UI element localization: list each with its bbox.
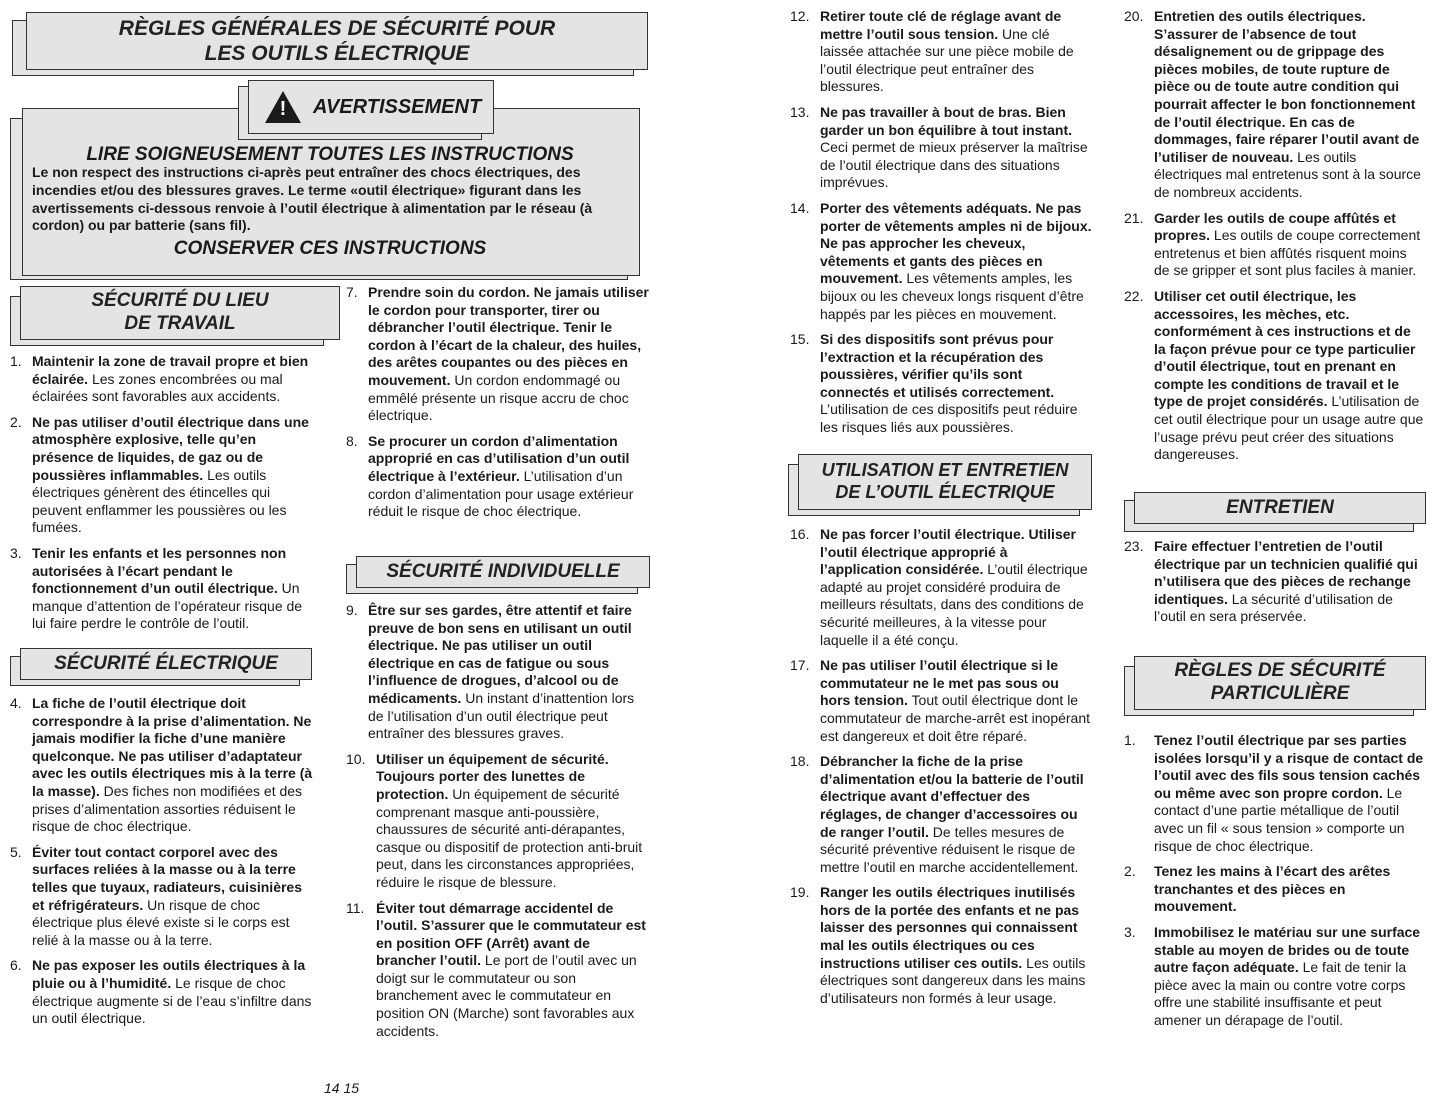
warning-block [10, 80, 640, 282]
item-number: 17. [790, 657, 810, 674]
item-bold-text: Utiliser cet outil électrique, les accessoires, les mèches, etc. conformément à ces instructions et de la façon prévue pour ce type particulier d’outil électrique, tout en prenant en compte les conditions de travail et le type de projet considérés. [1154, 287, 1416, 410]
list-item [346, 433, 650, 521]
item-number: 15. [790, 331, 810, 348]
item-bold-text: Ne pas utiliser l’outil électrique si le commutateur ne le met pas sous ou hors tension. [820, 657, 1059, 709]
column-4b [1124, 538, 1426, 634]
section-utilisation-line2: DE L’OUTIL ÉLECTRIQUE [835, 482, 1055, 502]
item-bold-text: Tenez les mains à l’écart des arêtes tranchantes et des pièces en mouvement. [1154, 863, 1391, 915]
main-header [12, 12, 650, 78]
item-number: 3. [10, 544, 22, 561]
item-text: Les outils électriques génèrent des étincelles qui peuvent enflammer les poussières ou les fumées. [32, 466, 287, 536]
page-numbers: 14 15 [324, 1080, 360, 1096]
list-item [790, 104, 1092, 192]
item-text: Un risque de choc électrique plus élevé existe si le corps est relié à la masse ou à la terre. [32, 896, 290, 948]
item-number: 20. [1124, 8, 1144, 24]
column-2b [346, 602, 650, 1048]
item-text: L’outil électrique adapté au projet considéré produira de meilleurs résultats, dans des conditions de sécurité meilleures, à la vitesse pour laquelle il a été conçu. [820, 561, 1088, 648]
section-electrique-title: SÉCURITÉ ÉLECTRIQUE [54, 652, 278, 674]
column-3b [790, 526, 1092, 1015]
list-item [10, 353, 316, 406]
item-text: Ceci permet de mieux préserver la maîtrise de l’outil électrique dans des situations imprévues. [820, 139, 1088, 191]
section-particuliere-line2: PARTICULIÈRE [1210, 683, 1350, 704]
section-particuliere-line1: RÈGLES DE SÉCURITÉ [1174, 660, 1386, 682]
item-number: 18. [790, 753, 810, 770]
item-bold-text: Ne pas travailler à bout de bras. Bien garder un bon équilibre à tout instant. [820, 103, 1073, 138]
item-text: Le risque de choc électrique augmente si de l’eau s’infiltre dans un outil électrique. [32, 974, 312, 1027]
warning-body: Le non respect des instructions ci-après peut entraîner des chocs électriques, des incendies et/ou des blessures graves. Le terme «outil électrique» figurant dans les avertissements ci-dessous renvoie à l’outil électrique à alimentation par le réseau (à cordon) ou par batterie (sans fil). [32, 164, 593, 234]
list-item [1124, 538, 1426, 626]
item-bold-text: Ranger les outils électriques inutilisés hors de la portée des enfants et ne pas laisser des personnes qui connaissent mal les outils électriques ou ces instructions utiliser ces outils. [820, 884, 1080, 971]
item-text: Les vêtements amples, les bijoux ou les cheveux longs risquent d’être happés par les pièces en mouvement. [820, 270, 1084, 322]
item-number: 16. [790, 526, 810, 542]
list-item [1124, 288, 1426, 464]
list-item [790, 884, 1092, 1007]
list-item [1124, 210, 1426, 280]
section-header-lieu [10, 286, 340, 348]
list-item [790, 331, 1092, 437]
item-text: L’utilisation de ces dispositifs peut réduire les risques liés aux poussières. [820, 401, 1078, 436]
item-bold-text: Éviter tout contact corporel avec des surfaces reliées à la masse ou à la terre telles que tuyaux, radiateurs, cuisinières et réfrigérateurs. [32, 843, 302, 913]
item-text: De telles mesures de sécurité préventive réduisent le risque de mettre l’outil en marche accidentellement. [820, 823, 1079, 875]
item-text: L’utilisation d’un cordon d’alimentation pour usage extérieur réduit le risque de choc électrique. [368, 467, 634, 520]
item-number: 5. [10, 843, 22, 860]
list-item [790, 8, 1092, 96]
list-item [790, 200, 1092, 323]
item-text: Un cordon endommagé ou emmêlé présente un risque accru de choc électrique. [368, 371, 629, 424]
item-text: Les outils électriques mal entretenus sont à la source de nombreux accidents. [1154, 148, 1421, 200]
item-text: Un instant d’inattention lors de l’utilisation d’un outil électrique peut entraîner des blessures graves. [368, 689, 635, 742]
item-number: 8. [346, 432, 358, 449]
list-item [790, 753, 1092, 876]
item-bold-text: Ne pas exposer les outils électriques à la pluie ou à l’humidité. [32, 957, 306, 991]
list-item [10, 695, 314, 836]
list-item [10, 957, 314, 1027]
column-4c [1124, 732, 1426, 1038]
item-number: 3. [1124, 923, 1136, 940]
section-header-electrique [10, 648, 314, 688]
item-number: 6. [10, 957, 22, 974]
item-text: Le port de l’outil avec un doigt sur le commutateur ou son branchement avec le commutateur en position ON (Marche) sont favorables aux accidents. [376, 952, 637, 1039]
column-1a [10, 353, 316, 641]
list-item [1124, 863, 1426, 916]
item-bold-text: Être sur ses gardes, être attentif et faire preuve de bon sens en utilisant un outil électrique. Ne pas utiliser un outil électrique en cas de fatigue ou sous l’influence de drogues, d’alcool ou de médicaments. [368, 602, 632, 706]
item-bold-text: Débrancher la fiche de la prise d’alimentation et/ou la batterie de l’outil électrique avant d’effectuer des réglages, de changer d’accessoires ou de ranger l’outil. [820, 753, 1084, 840]
item-number: 21. [1124, 209, 1144, 226]
section-header-particuliere [1124, 656, 1428, 718]
list-item [346, 602, 650, 743]
list-item [346, 900, 650, 1041]
item-bold-text: Si des dispositifs sont prévus pour l’extraction et la récupération des poussières, vérifier qu’ils sont connectés et utilisés correctement. [820, 331, 1055, 400]
item-bold-text: Prendre soin du cordon. Ne jamais utiliser le cordon pour transporter, tirer ou débrancher l’outil électrique. Tenir le cordon à l’écart de la chaleur, des huiles, des arêtes coupantes ou des pièces en mouvement. [368, 284, 649, 388]
list-item [10, 844, 314, 950]
main-header-line1: RÈGLES GÉNÉRALES DE SÉCURITÉ POUR [118, 16, 556, 40]
warning-triangle-icon: ! [265, 91, 301, 123]
item-bold-text: Retirer toute clé de réglage avant de mettre l’outil sous tension. [820, 8, 1062, 42]
item-bold-text: La fiche de l’outil électrique doit correspondre à la prise d’alimentation. Ne jamais modifier la fiche d’une manière quelconque. Ne pas utiliser d’adaptateur avec les outils électriques mis à la terre (à la masse). [32, 695, 313, 799]
section-utilisation-line1: UTILISATION ET ENTRETIEN [821, 460, 1069, 481]
item-number: 11. [346, 899, 365, 916]
item-text: Les outils de coupe correctement entretenus et bien affûtés risquent moins de se gripper et sont plus faciles à manier. [1154, 227, 1421, 279]
warning-tab [248, 80, 494, 134]
item-number: 2. [10, 413, 22, 430]
section-lieu-line1: SÉCURITÉ DU LIEU [91, 290, 269, 312]
item-number: 4. [10, 695, 22, 711]
item-number: 7. [346, 284, 358, 300]
item-text: Le fait de tenir la pièce avec la main ou contre votre corps offre une stabilité insuffisante et peut amener un dérapage de l’outil. [1154, 959, 1407, 1028]
item-text: Des fiches non modifiées et des prises d’alimentation assorties réduisent le risque de choc électrique. [32, 782, 303, 835]
section-header-individuelle [346, 556, 652, 596]
list-item [1124, 732, 1426, 855]
item-bold-text: Ne pas forcer l’outil électrique. Utiliser l’outil électrique approprié à l’application considérée. [820, 526, 1076, 578]
main-header-line2: LES OUTILS ÉLECTRIQUE [204, 42, 470, 65]
item-bold-text: Tenez l’outil électrique par ses parties isolées lorsqu’il y a risque de contact de l’outil avec des fils sous tension cachés ou même avec son propre cordon. [1154, 732, 1424, 801]
item-bold-text: Faire effectuer l’entretien de l’outil électrique par un technicien qualifié qui n’utilisera que des pièces de rechange identiques. [1154, 538, 1418, 607]
list-item [1124, 924, 1426, 1030]
column-2a [346, 284, 650, 529]
item-bold-text: Se procurer un cordon d’alimentation approprié en cas d’utilisation d’un outil électrique à l’extérieur. [368, 432, 630, 484]
item-number: 14. [790, 199, 810, 216]
list-item [10, 545, 316, 633]
list-item [790, 657, 1092, 745]
item-number: 12. [790, 8, 810, 24]
item-number: 19. [790, 884, 810, 901]
item-bold-text: Porter des vêtements adéquats. Ne pas porter de vêtements amples ni de bijoux. Ne pas approcher les cheveux, vêtements et gants des pièces en mouvement. [820, 199, 1092, 287]
item-number: 2. [1124, 863, 1136, 880]
item-text: Une clé laissée attachée sur une pièce mobile de l’outil électrique peut entraîner des blessures. [820, 25, 1074, 95]
item-number: 10. [346, 750, 366, 767]
section-header-utilisation [788, 454, 1094, 518]
item-number: 23. [1124, 538, 1144, 554]
item-text: Les zones encombrées ou mal éclairées sont favorables aux accidents. [32, 370, 283, 405]
item-bold-text: Entretien des outils électriques. S’assurer de l’absence de tout désalignement ou de grippage des pièces mobiles, de toute rupture de pièce ou de toute autre condition qui pourrait affecter le bon fonctionnement de l’outil électrique. En cas de dommages, faire réparer l’outil avant de l’utiliser de nouveau. [1154, 8, 1420, 165]
section-lieu-line2: DE TRAVAIL [124, 313, 236, 334]
column-1b [10, 695, 314, 1036]
warning-tab-label: AVERTISSEMENT [313, 95, 482, 118]
item-text: Le contact d’une partie métallique de l’outil avec un fil « sous tension » comporte un risque de choc électrique. [1154, 784, 1405, 854]
item-bold-text: Maintenir la zone de travail propre et bien éclairée. [32, 353, 309, 387]
read-instructions-heading: LIRE SOIGNEUSEMENT TOUTES LES INSTRUCTIONS [86, 144, 574, 165]
item-bold-text: Garder les outils de coupe affûtés et propres. [1154, 209, 1396, 244]
section-individuelle-title: SÉCURITÉ INDIVIDUELLE [386, 560, 620, 582]
item-text: La sécurité d’utilisation de l’outil en sera préservée. [1154, 590, 1393, 625]
item-bold-text: Ne pas utiliser d’outil électrique dans une atmosphère explosive, telle qu’en présence de liquides, de gaz ou de poussières inflammables. [32, 413, 309, 483]
list-item [10, 414, 316, 537]
item-number: 9. [346, 602, 358, 618]
item-bold-text: Utiliser un équipement de sécurité. Toujours porter des lunettes de protection. [376, 750, 609, 802]
item-text: Les outils électriques sont dangereux dans les mains d’utilisateurs non formés à leur usage. [820, 954, 1086, 1006]
item-text: L’utilisation de cet outil électrique pour un usage autre que l’usage prévu peut créer des situations dangereuses. [1154, 393, 1424, 463]
item-number: 1. [1124, 732, 1136, 748]
section-header-entretien [1124, 492, 1428, 534]
item-bold-text: Tenir les enfants et les personnes non autorisées à l’écart pendant le fonctionnement d’un outil électrique. [32, 544, 287, 597]
item-bold-text: Immobilisez le matériau sur une surface stable au moyen de brides ou de toute autre façon adéquate. [1154, 923, 1421, 976]
item-text: Un équipement de sécurité comprenant masque anti-poussière, chaussures de sécurité anti-dérapantes, casque ou dispositif de protection anti-bruit peut, dans les circonstances appropriées, réduire le risque de blessure. [376, 785, 643, 890]
list-item [346, 284, 650, 425]
column-3a [790, 8, 1092, 445]
list-item [1124, 8, 1426, 202]
item-number: 22. [1124, 287, 1144, 304]
item-number: 1. [10, 353, 22, 369]
item-bold-text: Éviter tout démarrage accidentel de l’outil. S’assurer que le commutateur est en position OFF (Arrêt) avant de brancher l’outil. [376, 899, 646, 969]
list-item [346, 751, 650, 892]
column-4a [1124, 8, 1426, 472]
item-number: 13. [790, 103, 810, 120]
item-text: Un manque d’attention de l’opérateur risque de lui faire perdre le contrôle de l’outil. [32, 580, 303, 632]
section-entretien-title: ENTRETIEN [1226, 496, 1334, 518]
keep-instructions-heading: CONSERVER CES INSTRUCTIONS [173, 238, 487, 259]
item-text: Tout outil électrique dont le commutateur de marche-arrêt est inopérant est dangereux et doit être réparé. [820, 692, 1091, 744]
list-item [790, 526, 1092, 649]
